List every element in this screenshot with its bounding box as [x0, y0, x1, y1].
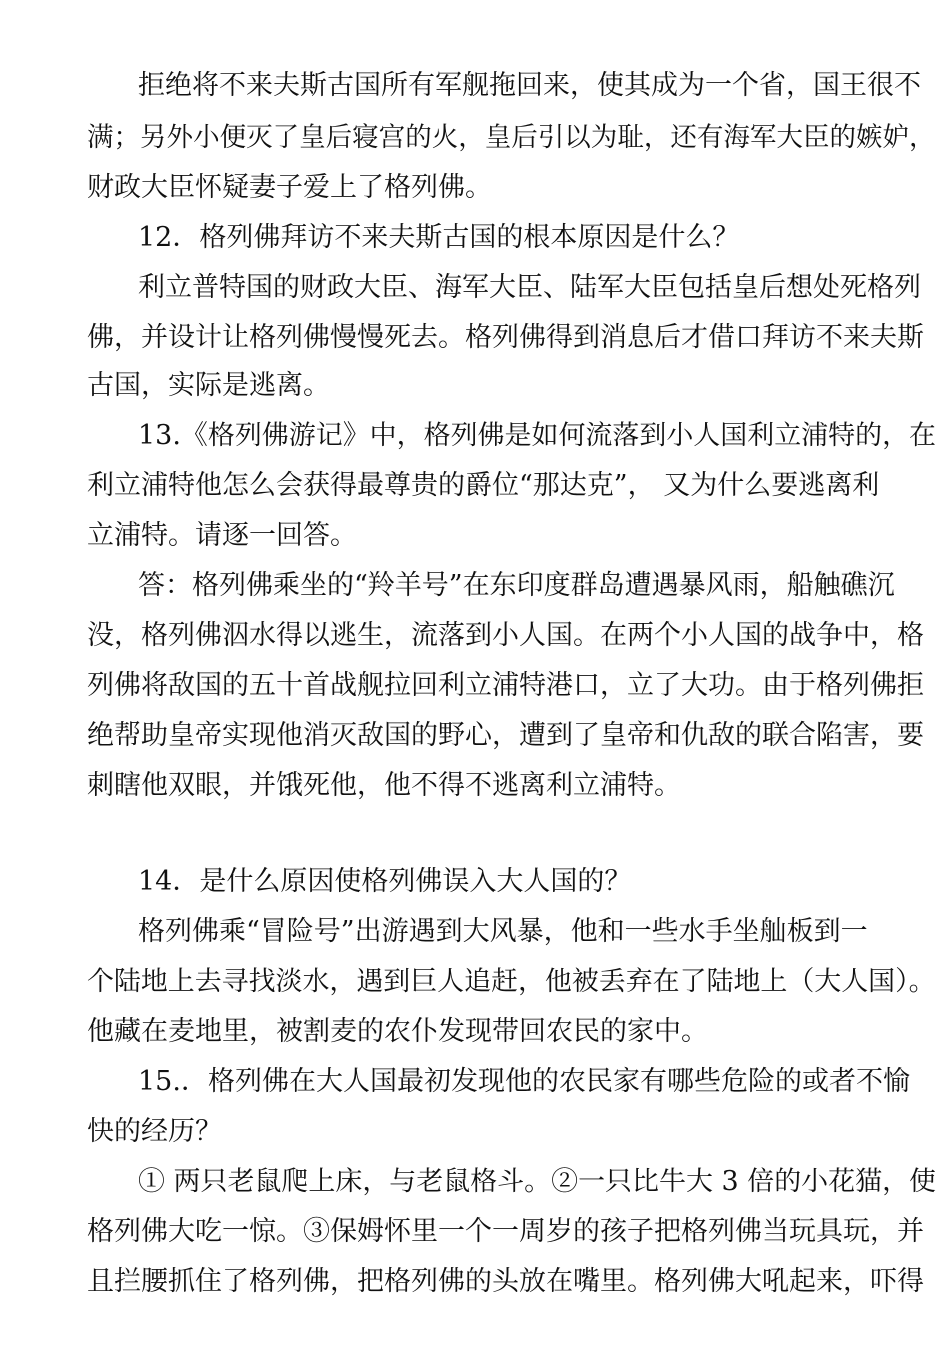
question-heading: 13.《格列佛游记》中，格列佛是如何流落到小人国利立浦特的，在	[138, 420, 937, 451]
text-line: 个陆地上去寻找淡水，遇到巨人追赶，他被丢弃在了陆地上（大人国）。	[87, 966, 936, 997]
text-line: 格列佛乘“冒险号”出游遇到大风暴，他和一些水手坐舢板到一	[138, 916, 868, 947]
text-line: 绝帮助皇帝实现他消灭敌国的野心，遭到了皇帝和仇敌的联合陷害，要	[87, 720, 924, 751]
text-line: 财政大臣怀疑妻子爱上了格列佛。	[87, 172, 492, 203]
question-heading: 14．是什么原因使格列佛误入大人国的？	[138, 866, 632, 897]
text-line: 格列佛大吃一惊。③保姆怀里一个一周岁的孩子把格列佛当玩具玩，并	[87, 1216, 924, 1247]
text-line: 佛，并设计让格列佛慢慢死去。格列佛得到消息后才借口拜访不来夫斯	[87, 322, 924, 353]
text-line: 古国，实际是逃离。	[87, 370, 330, 401]
text-line: 他藏在麦地里，被割麦的农仆发现带回农民的家中。	[87, 1016, 708, 1047]
text-line: 刺瞎他双眼，并饿死他，他不得不逃离利立浦特。	[87, 770, 681, 801]
question-heading: 15.．格列佛在大人国最初发现他的农民家有哪些危险的或者不愉	[138, 1066, 910, 1097]
text-line: 快的经历？	[87, 1116, 222, 1147]
text-line: 满；另外小便灭了皇后寝宫的火，皇后引以为耻，还有海军大臣的嫉妒，	[87, 122, 936, 153]
text-line: 利立普特国的财政大臣、海军大臣、陆军大臣包括皇后想处死格列	[138, 272, 921, 303]
text-line: ① 两只老鼠爬上床，与老鼠格斗。②一只比牛大 3 倍的小花猫，使	[138, 1166, 937, 1197]
text-line: 立浦特。请逐一回答。	[87, 520, 357, 551]
text-line: 列佛将敌国的五十首战舰拉回利立浦特港口，立了大功。由于格列佛拒	[87, 670, 924, 701]
text-line: 没，格列佛泅水得以逃生，流落到小人国。在两个小人国的战争中，格	[87, 620, 924, 651]
text-line: 且拦腰抓住了格列佛，把格列佛的头放在嘴里。格列佛大吼起来，吓得	[87, 1266, 924, 1297]
text-line: 利立浦特他怎么会获得最尊贵的爵位“那达克”， 又为什么要逃离利	[87, 470, 880, 501]
text-line: 拒绝将不来夫斯古国所有军舰拖回来，使其成为一个省，国王很不	[138, 70, 921, 101]
question-heading: 12．格列佛拜访不来夫斯古国的根本原因是什么？	[138, 222, 740, 253]
answer-line: 答：格列佛乘坐的“羚羊号”在东印度群岛遭遇暴风雨，船触礁沉	[138, 570, 895, 601]
